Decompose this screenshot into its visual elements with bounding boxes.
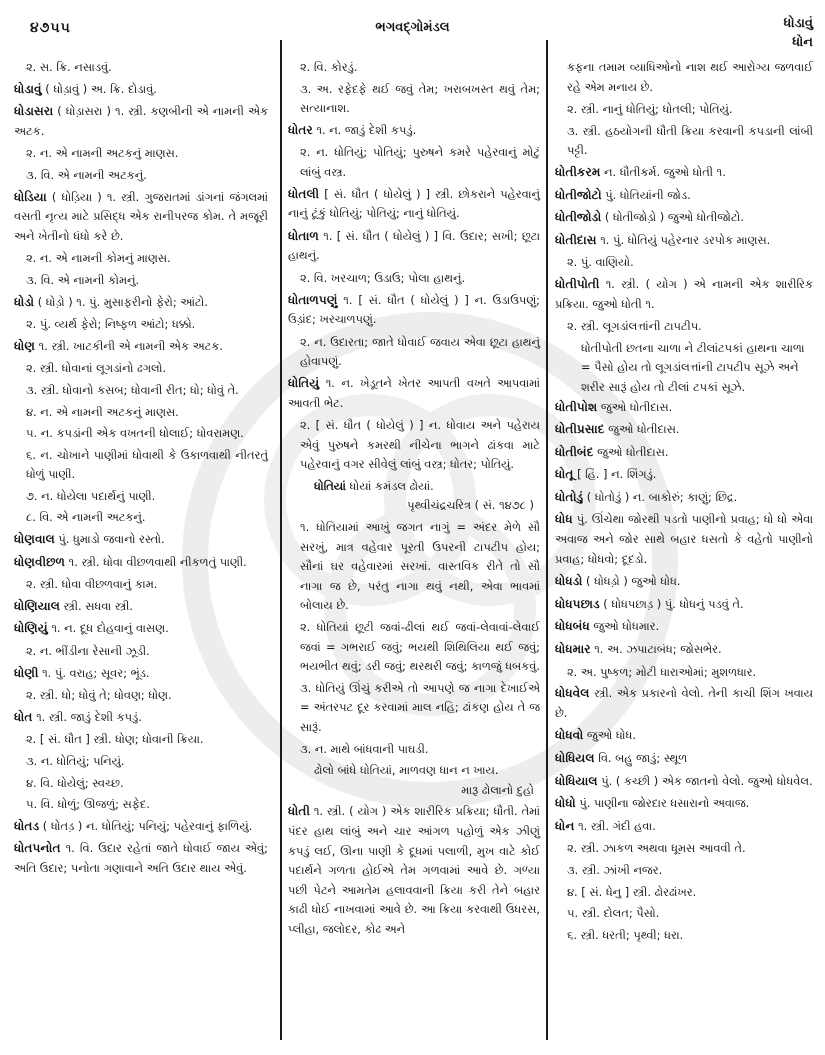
sense-definition: ૩. વિ. એ નામની અટકનું. [26,167,147,182]
definition-text: ( ધોડ઼ો ) ૧. પું. મુસાફરીનો ફેરો; આંટો. [34,294,208,309]
definition-text: ( ધોડ઼િયા ) ૧. સ્ત્રી. ગુજરાતમાં ડાંગનાં જંગલમાં વસતી નૃત્ય માટે પ્રસિદ્ધ એક રાનીપરજ કોમ. તે મજૂરી અને ખેતીનો ધંધો કરે છે. [14,189,268,243]
dictionary-entry [555,640,813,660]
sense-definition: ૬. ન. ચોખાને પાણીમાં ધોવાથી કે ઉકાળવાથી નીતરતું ધોળું પાણી. [26,447,268,482]
definition-text: ( ધોતોડ઼ું ) ન. બાકોરું; કાણું; છિદ્ર. [583,489,738,504]
definition-text: ૧. [ સં. ધૌત ( ધોયેલું ) ] ન. ઉડાઉપણું; ઉડ઼ાંદ; ખરચાળપણું. [288,292,540,327]
headword: ધોધિયલ [555,751,595,765]
idiom-definition: ૧. ધોતિયામાં આખું જગત નાગું = અંદર મેળે સૌ સરખું, માત્ર વહેવાર પૂરતી ઉપરની ટાપટીપ હોય; સૌનાં ઘર વહેવારમાં સરખાં. વાસ્તવિક રીતે તો સૌ નાગા જ છે, પરંતુ નાગા થવું નથી, એવા ભાવમાં બોલાય છે. [300,520,540,613]
sense-definition: ૨. ન. ઉદારતા; જાતે ધોવાઈ જવાય એવા છૂટા હાથનું હોવાપણું. [300,334,540,369]
definition-text: ૧. [ સં. ધૌત ( ધોયેલું ) ] વિ. ઉદાર; સખી; છૂટા હાથનું. [288,228,540,263]
usage-quote [314,477,540,497]
headword: ધોતીદાસ [555,232,597,247]
sense-definition: ૨. સ્ત્રી. ધોવા વીછળવાનું કામ. [26,577,158,592]
headword: ધોધો [555,796,576,811]
sense-definition: ૬. સ્ત્રી. ધરતી; પૃથ્વી; ધરા. [567,927,684,942]
dictionary-entry [14,188,268,247]
usage-quote [581,339,813,398]
headword: ધોતપનોત [14,841,61,856]
dictionary-entry [555,572,813,592]
headword: ધોડાવું [14,81,42,96]
usage-quote [314,761,540,781]
dictionary-entry [288,802,540,939]
sense-definition: ૩. સ્ત્રી. ધોવાનો કસબ; ધોવાની રીત; ધો; ધોવું તે. [26,382,239,397]
dictionary-entry [14,293,268,313]
definition-text: ૧. સ્ત્રી. ખાટકીની એ નામની એક અટક. [35,338,223,353]
dictionary-entry [555,465,813,485]
dictionary-entry [555,420,813,440]
sense-definition: ૨. સ. ક્રિ. નસાડવું. [26,60,112,74]
dictionary-entry [555,749,813,769]
dictionary-entry [555,488,813,508]
dictionary-entry [555,726,813,746]
definition-text: [ હિં. ] ન. શિંગડું. [573,467,657,482]
definition-text: પું. ( કચ્છી ) એક જાતનો વેલો. જુઓ ધોધવેલ. [597,773,813,788]
definition-text: જુઓ ધોતીદાસ. [593,444,669,459]
definition-text: ૧. પું. વરાહ; સૂવર; ભૂંડ. [38,665,150,680]
dictionary-entry [555,163,813,183]
dictionary-entry [288,374,540,413]
sense-definition: ૪. ન. એ નામની અટકનું માણસ. [26,404,179,419]
headword: ધોધડો [555,574,583,589]
dictionary-entry [288,227,540,266]
sense-definition: ૪. વિ. ધોયેલું; સ્વચ્છ. [26,775,124,790]
headword: ધોત [14,709,33,724]
dictionary-entry [555,443,813,463]
dictionary-entry [14,80,268,100]
dictionary-entry [14,619,268,639]
sense-definition: ૩. વિ. એ નામની કોમનું. [26,272,140,287]
dictionary-entry [14,553,268,573]
dictionary-entry [555,772,813,792]
guide-words [784,14,813,52]
middle-column [288,58,540,943]
definition-text: ( ધોડ઼ાવું ) અ. ક્રિ. દોડાવું. [41,81,157,96]
sense-definition: ૨. સ્ત્રી. નાનું ધોતિયું; ધોતલી; પોતિયું. [567,102,733,117]
definition-text: ૧. વિ. ઉદાર રહેતાં જાતે ધોવાઈ જાય એવું; અતિ ઉદાર; પનોતા ગણાવાને અતિ ઉદાર થાય એવું. [14,841,268,875]
headword: ધોડિયા [14,189,47,204]
sense-definition: ૩. ન. માથે બાંધવાની પાઘડી. [300,741,429,756]
dictionary-entry [555,794,813,814]
definition-text: ૧. સ્ત્રી. જાડું દેશી કપડું. [32,709,142,724]
headword: ધોતડ [14,818,40,833]
dictionary-entry [14,664,268,684]
definition-text: ૧. ન. જાડું દેશી કપડું. [312,122,417,137]
dictionary-columns [0,58,825,1048]
right-column [555,58,813,947]
dictionary-entry [14,597,268,617]
idiom-definition: ૩. ધોતિયું ઊંચું કરીએ તો આપણે જ નાગા દેખાઈએ = અંતરપટ દૂર કરવામાં માલ નહિ; ઢાંકણ હોય તે જ સારૂં. [300,680,540,734]
definition-text: પું. ધોતિયાંની જોડ. [601,187,691,202]
sense-definition: ૨. વિ. કોરડું. [300,60,358,74]
dictionary-entry [555,817,813,837]
dictionary-entry [555,684,813,723]
headword: ધોધવેલ [555,686,590,701]
headword: ધોધપછાડ [555,596,600,611]
headword: ધોણવીછળ [14,554,65,569]
quote-source: મારૂ ઢોલાનો દુહો [461,782,534,797]
sense-definition: ૩. અ. રફેદફે થઈ જવું તેમ; ખરાબખસ્ત થવું તેમ; સત્યાનાશ. [300,81,540,116]
sense-definition: ૨. પું. વાણિયો. [567,255,634,270]
definition-text: ( ધોધપછાડ઼ ) પું. ધોધનું પડવું તે. [599,596,744,611]
sense-definition: ૨. સ્ત્રી. ધો; ધોવું તે; ધોવણ; ધોણ. [26,688,172,703]
definition-text: પું. ઊંચેથા જોરથી પડતો પાણીનો પ્રવાહ; ધો ધો એવા અવાજ અને જોર સાથે બહાર ધસતો કે વહેતો પાણીનો પ્રવાહ; ધોધવો; દૂદડો. [555,512,813,566]
headword: ધોતીજોટો [555,187,602,202]
headword: ધોધમાર [555,642,591,657]
continued-definition: કફના તમામ વ્યાધિઓનો નાશ થઈ આરોગ્ય જળવાઈ રહે એમ મનાય છે. [567,60,813,94]
dictionary-entry [14,708,268,728]
headword: ધોડો [14,294,35,309]
definition-text: સ્ત્રી. એક પ્રકારનો વેલો. તેની કાચી શિંગ ખવાય છે. [555,686,813,720]
definition-text: ૧. સ્ત્રી. ( યોગ ) એ નામની એક શારીરિક પ્રક્રિયા. જુઓ ધોતી ૧. [555,276,813,311]
guide-word-first: ધોડાવું [783,16,813,31]
headword: ધોતીપોતી [555,276,600,291]
definition-text: ૧. સ્ત્રી. ( યોગ ) એક શારીરિક પ્રક્રિયા; ધૌતી. તેમાં પંદર હાથ લાંબું અને ચાર આંગળ પહોળું એક ઝીણું કપડું લઈ, ઊના પાણી કે દૂધમાં પલાળી, મુખ વાટે કોઈ પદાર્થને ગળતા હોઈએ તેમ ગળવામાં આવે છે. ગળ્યા પછી પેટને આમતેમ હલાવવાની ક્રિયા કરી તેને બહાર કાઢી ધોઈ નાખવામાં આવે છે. આ ક્રિયા કરવાથી ઉધરસ, પ્લીહા, જલોદર, કોઢ અને [288,804,540,936]
quote-text: ધોતીપોતી છતના ચાળા ને ટીલાંટપકાં હાથના ચાળા = પૈસો હોય તો લૂગડાંલત્તાંની ટાપટીપ સૂઝે અને શરીર સારૂં હોય તો ટીલાં ટપકાં સૂઝે. [581,340,805,394]
sense-definition: ૨. ન. ભીંડીના રેસાની ઝૂડી. [26,644,150,659]
definition-text: ( ધોધડ઼ો ) જુઓ ધોધ. [582,574,681,589]
headword: ધોણવાલ [14,532,55,547]
dictionary-entry [555,617,813,637]
left-column [14,58,268,882]
sense-definition: ૨. પું. વ્યર્થ ફેરો; નિષ્ફળ આંટો; ધક્કો. [26,317,196,332]
headword: ધોતીકરમ [555,164,601,179]
page-header [0,0,825,48]
sense-definition: ૨. વિ. ખરચાળ; ઉડાઉ; પોલા હાથનું. [300,270,466,285]
sense-definition: ૨. [ સં. ધૌત ] સ્ત્રી. ધોણ; ધોવાની ક્રિયા. [26,732,204,747]
quote-text: ધોયાં કમંડલ ઢોયાં. [345,478,434,493]
definition-text: ૧. પું. ધોતિયું પહેરનાર ડરપોક માણસ. [596,232,771,247]
book-title: ભગવદ્ગોમંડલ [375,20,450,35]
dictionary-entry [14,337,268,357]
definition-text: ૧. ન. ખેડૂતને ખેતર આપતી વખતે આપવામાં આવતી ભેટ. [288,375,540,410]
dictionary-entry [288,121,540,141]
definition-text: જુઓ ધોતીદાસ. [597,399,673,414]
headword: ધોણી [14,665,39,680]
definition-text: ( ધોડ઼ાસરા ) ૧. સ્ત્રી. કણબીની એ નામની એક અટક. [14,104,268,138]
sense-definition: ૨. સ્ત્રી. ઝાકળ અથવા ધૂમસ આવવી તે. [567,841,746,856]
headword: ધોતાળપણું [288,292,338,307]
headword: ધોતિયું [288,375,320,390]
sense-definition: ૭. ન. ધોયેલા પદાર્થનું પાણી. [26,488,156,503]
dictionary-entry [14,839,268,878]
headword: ધોતીબંદ [555,444,594,459]
dictionary-entry [555,208,813,228]
definition-text: ૧. ન. દૂધ દોહવાનું વાસણ. [47,621,169,636]
headword: ધોતીજોડો [555,210,602,225]
headword: ધોતી [288,804,310,819]
dictionary-entry [14,530,268,550]
sense-definition: ૩. સ્ત્રી. ઝાંખી નજર. [567,862,663,877]
dictionary-entry [288,185,540,224]
page-number: ૪૭૫૫ [30,20,71,36]
definition-text: ( ધોતડ઼ ) ન. ધોતિયું; પનિયું; પહેરવાનું ફાળિયું. [39,818,253,833]
quote-keyword: ધોતિયાં [314,478,346,493]
dictionary-entry [555,186,813,206]
sense-definition: ૩. ન. ધોતિયું; પનિયું. [26,754,125,768]
definition-text: સ્ત્રી. સધવા સ્ત્રી. [59,598,133,613]
headword: ધોતાળ [288,228,319,243]
definition-text: ( ધોતીજોડ઼ો ) જુઓ ધોતીજોટો. [601,210,744,225]
dictionary-entry [14,817,268,837]
dictionary-entry [288,291,540,330]
headword: ધોતલી [288,186,320,201]
headword: ધોણ [14,338,35,353]
guide-word-last: ધોન [792,35,813,50]
sense-definition: ૨. ન. એ નામની કોમનું માણસ. [26,251,171,266]
headword: ધોધવો [555,728,584,743]
definition-text: ૧. સ્ત્રી. ધોવા વીછળવાથી નીકળતું પાણી. [65,554,247,569]
definition-text: [ સં. ધૌત ( ધોયેલું ) ] સ્ત્રી. છોકરાને પહેરવાનું નાનું ટૂંકું ધોતિયું; પોતિયું; નાનું ધોતિયું. [288,186,540,221]
headword: ધોડાસરા [14,104,54,119]
dictionary-entry [555,275,813,314]
sense-definition: ૨. ન. ધોતિયું; પોતિયું; પુરુષને કમરે પહેરવાનું મોટું લાંબું વસ્ત્ર. [300,145,540,179]
dictionary-entry [555,595,813,615]
sense-definition: ૮. વિ. એ નામની અટકનું. [26,510,146,525]
definition-text: પું. પાણીના જોરદાર ધસારાનો અવાજ. [575,796,750,811]
sense-definition: ૨. [ સં. ધૌત ( ધોયેલું ) ] ન. ધોવાય અને પહેરાય એવું પુરુષને કમરથી નીચેના ભાગને ઢાંકવા માટે પહેરવાનું વગર સીવેલું લાંબું વસ્ત્ર; ધોતર; પોતિયું. [300,418,540,472]
sense-definition: ૨. સ્ત્રી. ધોવાનાં લૂગડાંનો ઢગલો. [26,361,167,376]
definition-text: જુઓ ધોધમાર. [589,619,660,634]
sense-definition: ૩. સ્ત્રી. હઠયોગની ધૌતી ક્રિયા કરવાની કપડાની લાંબી પટ્ટી. [567,123,813,158]
headword: ધોણિયું [14,621,48,636]
definition-text: ન. ધૌતીકર્મ. જુઓ ધોતી ૧. [600,164,726,179]
sense-definition: ૨. સ્ત્રી. લૂગડાંલત્તાંની ટાપટીપ. [567,319,702,334]
headword: ધોતીપ્રસાદ [555,422,605,437]
dictionary-entry [555,231,813,251]
headword: ધોધબંધ [555,619,590,634]
definition-text: જુઓ ધોતીદાસ. [604,422,680,437]
definition-text: વિ. બહુ જાડું; સ્થૂળ [594,751,688,765]
headword: ધોધિયાલ [555,773,598,788]
sense-definition: ૨. અ. પુષ્કળ; મોટી ધારાઓમાં; મુશળધાર. [567,664,757,679]
sense-definition: ૨. ન. એ નામની અટકનું માણસ. [26,146,179,161]
headword: ધોતૂ [555,467,574,482]
definition-text: ૧. સ્ત્રી. ગંદી હવા. [574,818,656,833]
sense-definition: ૪. [ સં. ધેનુ ] સ્ત્રી. ઢોરઢાંખર. [567,884,697,899]
headword: ધોન [555,818,575,833]
idiom-definition: ૨. ધોતિયાં છૂટી જવાં-ઢીલાં થઈ જવાં-લેવાવાં-લેવાઈ જવાં = ગભરાઈ જવું; ભયથી શિથિલિયા થઈ જવું; ભયભીત થવું; ડરી જવું; થરથરી જવું; કાળજું ધબકવું. [300,620,540,674]
sense-definition: ૫. ન. કપડાંની એક વખતની ધોલાઈ; ધોવરામણ. [26,426,244,441]
headword: ધોતોડું [555,489,584,504]
definition-text: પું. ધુમાડો જવાનો રસ્તો. [54,532,165,547]
headword: ધોધ [555,512,573,527]
headword: ધોતીપોશ [555,399,598,414]
sense-definition: ૫. સ્ત્રી. દોલત; પૈસો. [567,906,660,921]
definition-text: ૧. અ. ઝપાટાબંધ; જોસભેર. [590,642,722,657]
headword: ધોણિયાલ [14,598,60,613]
definition-text: જુઓ ધોધ. [583,728,636,743]
headword: ધોતર [288,122,313,137]
quote-source: પૃથ્વીચંદ્રચરિત્ર ( સં. ૧૪૭૮ ) [407,498,534,513]
quote-text: ઢોલો બાંધે ધોતિયાં, માળવણ ધાન ન ખાય. [314,763,499,778]
sense-definition: ૫. વિ. ધોળું; ઊજળું; સફેદ. [26,797,150,812]
dictionary-entry [14,102,268,141]
dictionary-entry [555,398,813,418]
dictionary-entry [555,510,813,569]
